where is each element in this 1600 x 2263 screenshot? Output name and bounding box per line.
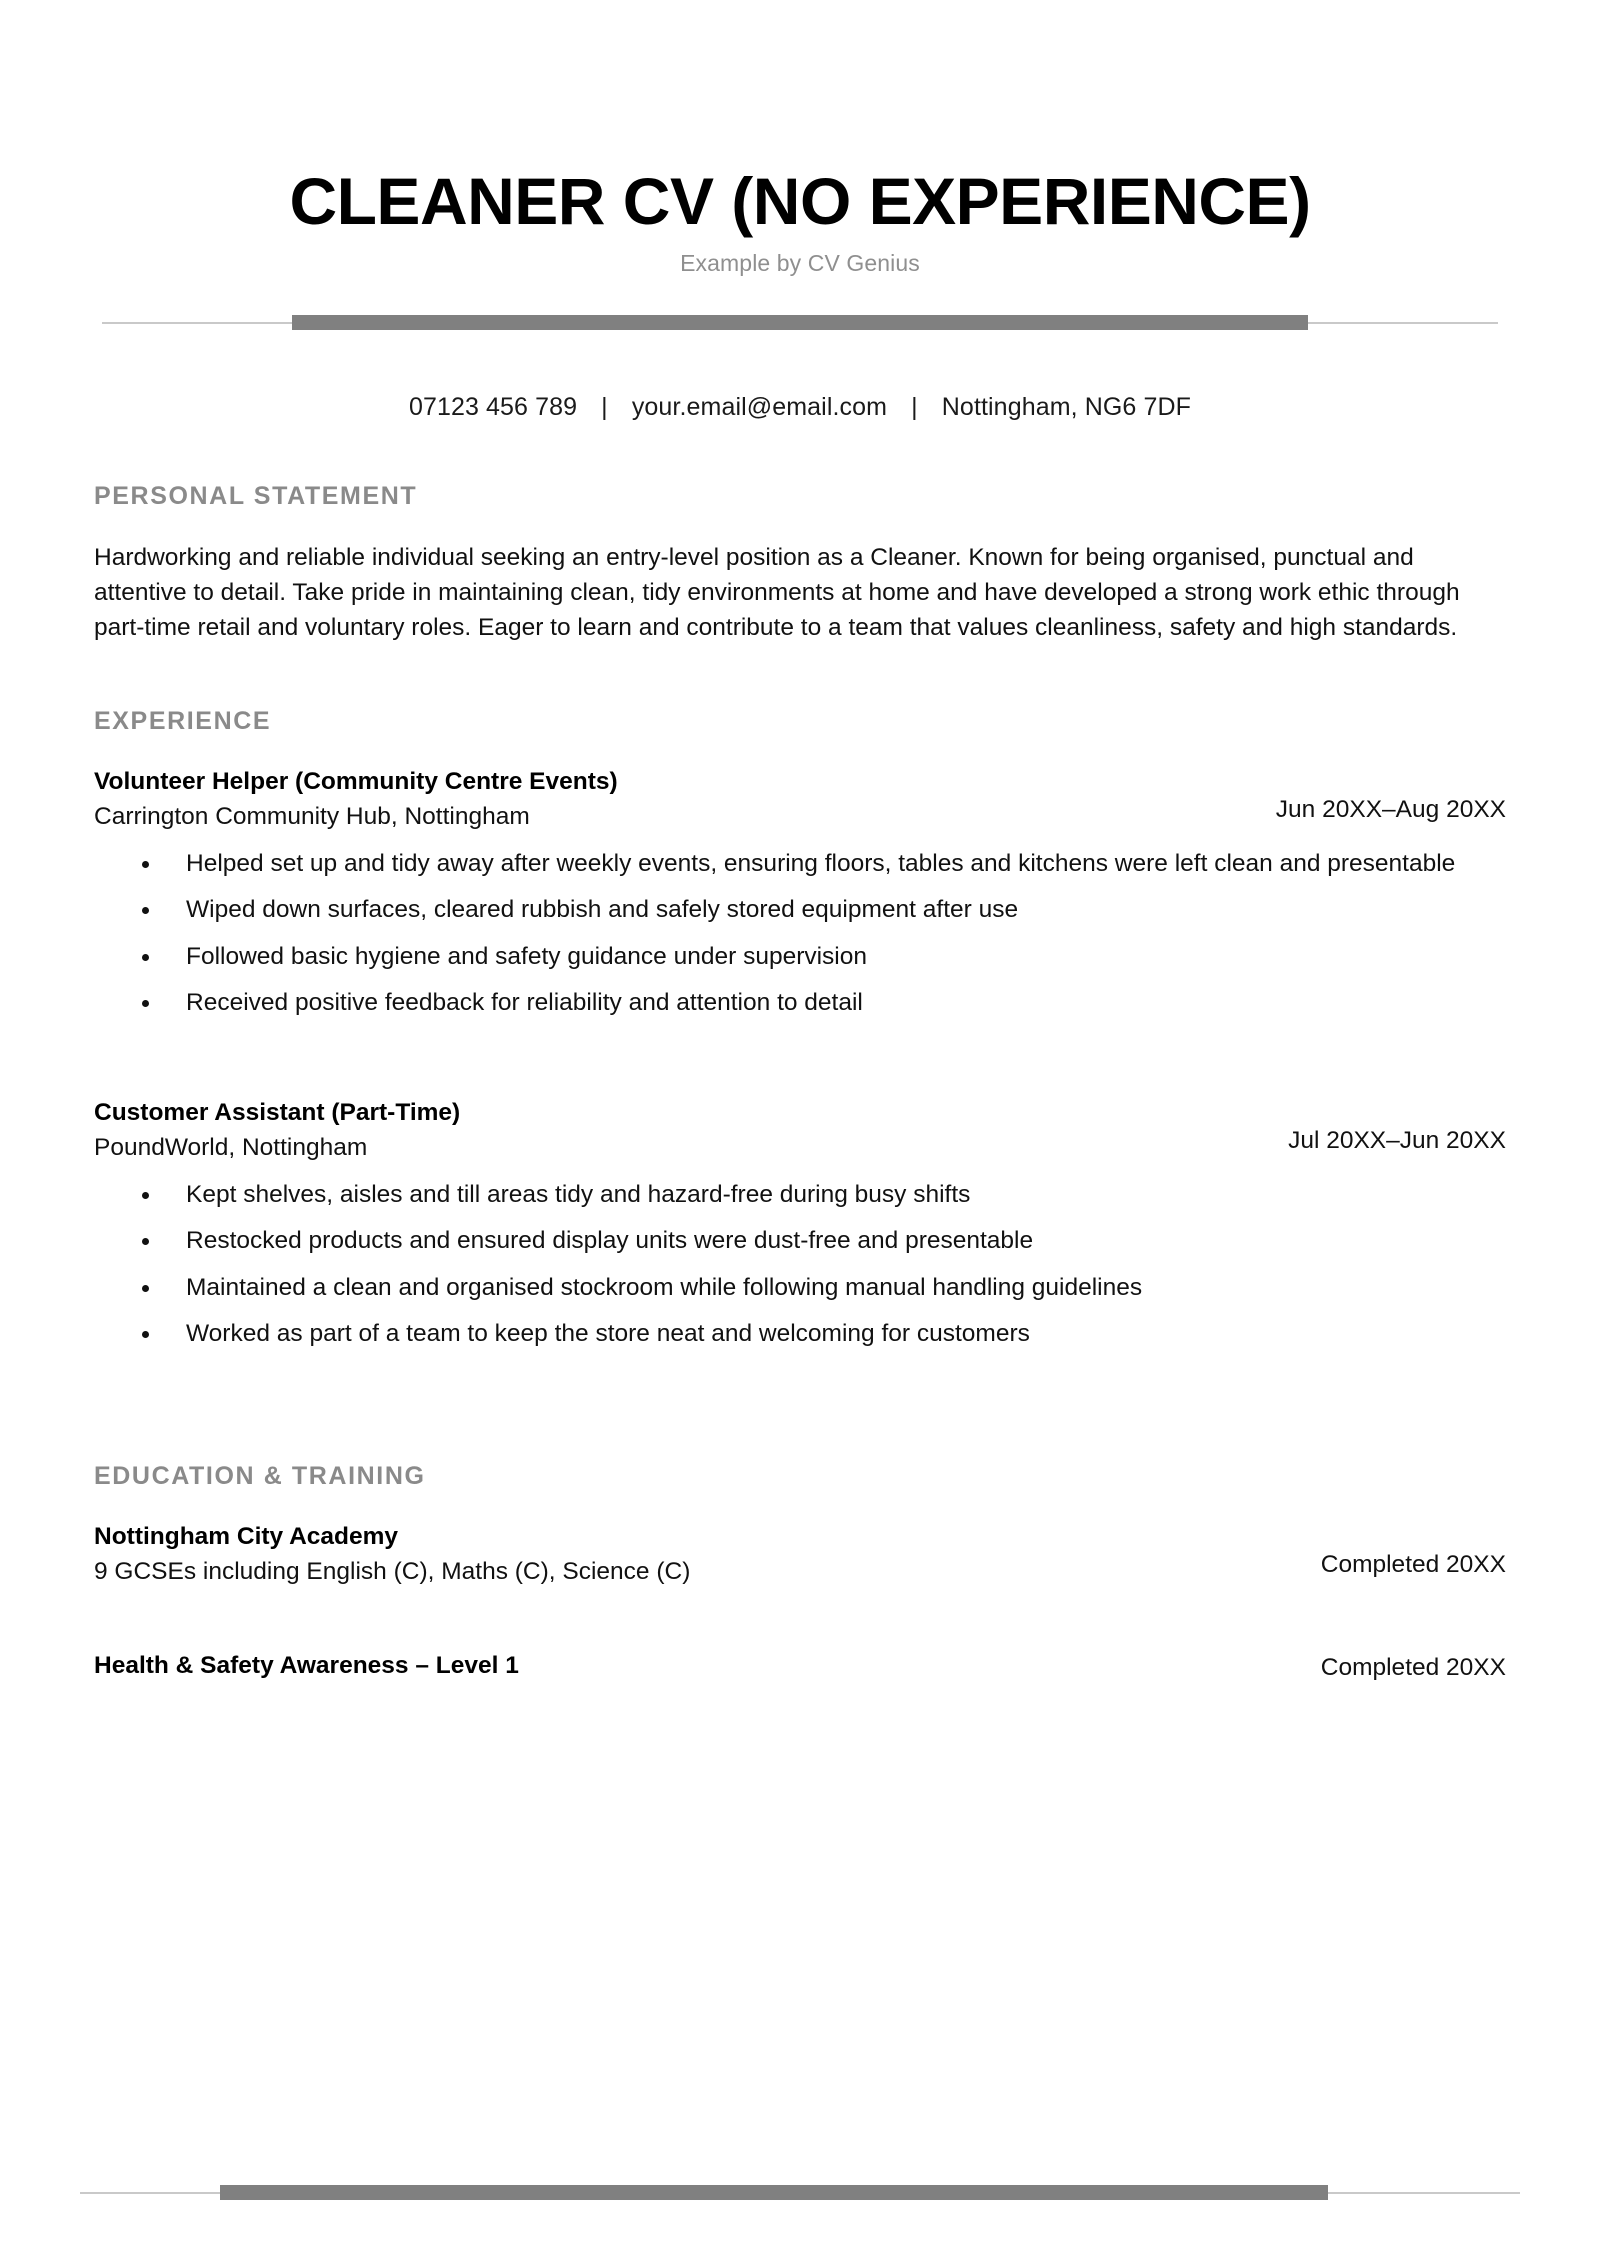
page-subtitle: Example by CV Genius <box>680 250 920 276</box>
experience-bullet: Worked as part of a team to keep the store neat and welcoming for customers <box>94 1317 1506 1350</box>
education-entries <box>94 1521 1506 1682</box>
experience-dates: Jul 20XX–Jun 20XX <box>1288 1127 1506 1155</box>
footer-divider <box>80 2185 1520 2201</box>
experience-bullet-list <box>94 1178 1506 1350</box>
contact-separator-2: | <box>911 393 918 421</box>
experience-job-title: Volunteer Helper (Community Centre Events) <box>94 768 618 796</box>
experience-entry-left <box>94 766 1252 833</box>
experience-dates: Jun 20XX–Aug 20XX <box>1275 796 1506 824</box>
education-entry <box>94 1650 1506 1682</box>
personal-statement-text: Hardworking and reliable individual seeking an entry-level position as a Cleaner. Known for being organised, punctual and attentive to detail. Take pride in maintaining clean, tidy environments at home and have developed a strong work ethic through part-time retail and voluntary roles. Eager to learn and contribute to a team that values cleanliness, safety and high standards. <box>94 544 1460 641</box>
page-title: CLEANER CV (NO EXPERIENCE) <box>289 164 1311 238</box>
education-institution: Nottingham City Academy <box>94 1523 399 1551</box>
education-institution: Health & Safety Awareness – Level 1 <box>94 1651 519 1679</box>
section-education <box>80 1462 1520 1682</box>
section-experience <box>80 707 1520 1350</box>
contact-separator-1: | <box>601 393 608 421</box>
experience-entry-left <box>94 1097 1264 1164</box>
footer-divider-thick-bar <box>220 2185 1328 2200</box>
contact-line <box>80 393 1520 422</box>
experience-bullet: Wiped down surfaces, cleared rubbish and safely stored equipment after use <box>94 893 1506 926</box>
experience-entry-header <box>94 1097 1506 1164</box>
education-qualification: 9 GCSEs including English (C), Maths (C), Science (C) <box>94 1558 691 1586</box>
education-dates: Completed 20XX <box>1320 1653 1506 1681</box>
experience-entry <box>94 1097 1506 1350</box>
education-dates: Completed 20XX <box>1320 1551 1506 1579</box>
experience-employer: PoundWorld, Nottingham <box>94 1134 368 1162</box>
education-entry-left <box>94 1650 519 1682</box>
experience-job-title: Customer Assistant (Part-Time) <box>94 1099 461 1127</box>
education-entry <box>94 1521 1506 1588</box>
experience-bullet: Kept shelves, aisles and till areas tidy and hazard-free during busy shifts <box>94 1178 1506 1211</box>
education-entry-left <box>94 1521 690 1588</box>
header-divider <box>80 315 1520 331</box>
experience-entry <box>94 766 1506 1019</box>
experience-bullet: Maintained a clean and organised stockroom while following manual handling guidelines <box>94 1271 1506 1304</box>
experience-bullet: Followed basic hygiene and safety guidance under supervision <box>94 940 1506 973</box>
section-heading-personal-statement: PERSONAL STATEMENT <box>94 482 418 510</box>
experience-entry-header <box>94 766 1506 833</box>
experience-entries <box>94 766 1506 1350</box>
experience-bullet-list <box>94 847 1506 1019</box>
contact-phone: 07123 456 789 <box>408 393 578 421</box>
experience-bullet: Received positive feedback for reliability and attention to detail <box>94 986 1506 1019</box>
personal-statement-body <box>94 541 1506 645</box>
experience-bullet: Restocked products and ensured display units were dust-free and presentable <box>94 1224 1506 1257</box>
section-heading-experience: EXPERIENCE <box>94 707 272 736</box>
section-personal-statement <box>80 482 1520 645</box>
section-heading-education: EDUCATION & TRAINING <box>94 1462 426 1491</box>
experience-employer: Carrington Community Hub, Nottingham <box>94 803 530 831</box>
header-divider-thick-bar <box>292 315 1308 330</box>
contact-email: your.email@email.com <box>631 393 888 421</box>
contact-location: Nottingham, NG6 7DF <box>941 393 1191 421</box>
experience-bullet: Helped set up and tidy away after weekly events, ensuring floors, tables and kitchens were left clean and presentable <box>94 847 1506 880</box>
cv-content <box>80 0 1520 1682</box>
